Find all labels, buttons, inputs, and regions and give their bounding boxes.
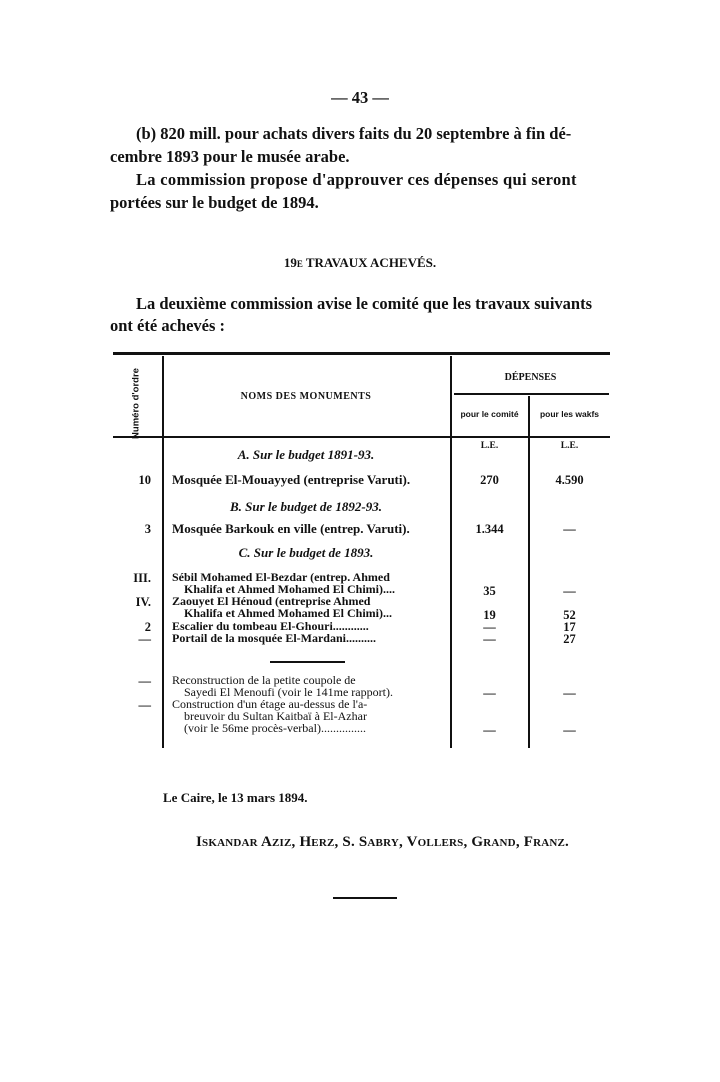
paragraph-line: ont été achevés : [110,316,226,335]
expense-wakfs: — [563,584,576,598]
signatures: Iskandar Aziz, Herz, S. Sabry, Vollers, Grand, Franz. [196,834,570,850]
expense-wakfs: — [563,723,576,737]
row-number: — [138,674,151,688]
expense-wakfs: — [563,522,576,536]
monument-name: Portail de la mosquée El-Mardani.......... [172,631,376,645]
expense-comite: — [483,632,496,646]
section-b-heading: B. Sur le budget de 1892-93. [229,499,383,514]
row-number: 3 [144,522,151,536]
row-number: 10 [138,473,151,487]
monument-name: (voir le 56me procès-verbal)............... [184,721,366,735]
expense-wakfs: — [563,686,576,700]
monument-name: Khalifa et Ahmed Mohamed El Chimi).... [184,582,396,596]
monument-name: Zaouyet El Hénoud (entreprise Ahmed [172,594,371,608]
expense-comite: — [483,686,496,700]
column-header-expenses: DÉPENSES [504,372,557,383]
monument-name: breuvoir du Sultan Kaitbaï à El-Azhar [184,709,367,723]
row-number: — [138,698,151,712]
monument-name: Mosquée Barkouk en ville (entrep. Varuti). [172,521,410,536]
expenses-brace [454,393,609,395]
page-number: — 43 — [331,88,389,107]
expense-wakfs: 52 [563,608,576,622]
expense-wakfs: 17 [563,620,576,634]
row-number: IV. [135,595,151,609]
table-section-divider [270,661,345,663]
expense-wakfs: 4.590 [555,473,584,487]
monument-name: Escalier du tombeau El-Ghouri............ [172,619,369,633]
expense-wakfs: 27 [563,632,576,646]
closing-rule [333,897,397,899]
expense-comite: 270 [480,473,499,487]
table-top-rule [113,352,610,355]
monument-name: Sébil Mohamed El-Bezdar (entrep. Ahmed [172,570,390,584]
column-header-comite: pour le comité [460,409,519,419]
monument-name: Reconstruction de la petite coupole de [172,673,356,687]
expense-comite: — [483,723,496,737]
place-date: Le Caire, le 13 mars 1894. [163,790,308,805]
paragraph-line: cembre 1893 pour le musée arabe. [110,147,350,166]
monument-name: Khalifa et Ahmed Mohamed El Chimi)... [184,606,393,620]
unit-comite: L.E. [480,441,499,451]
section-c-heading: C. Sur le budget de 1893. [238,545,374,560]
row-number: 2 [144,620,151,634]
paragraph-line: La commission propose d'approuver ces dépenses qui seront [136,170,577,189]
expense-comite: 1.344 [475,522,504,536]
column-header-order: Numéro d'ordre [130,368,142,439]
row-number: — [138,632,151,646]
expense-comite: — [483,620,496,634]
section-heading: 19e TRAVAUX ACHEVÉS. [283,255,437,270]
expense-comite: 19 [483,608,496,622]
header-bottom-rule [113,436,610,438]
column-header-wakfs: pour les wakfs [539,409,600,419]
expense-comite: 35 [483,584,496,598]
monument-name: Sayedi El Menoufi (voir le 141me rapport). [184,685,393,699]
paragraph-line: portées sur le budget de 1894. [110,193,319,212]
row-number: III. [133,571,151,585]
unit-wakfs: L.E. [560,441,579,451]
section-a-heading: A. Sur le budget 1891-93. [237,447,375,462]
paragraph-line: (b) 820 mill. pour achats divers faits du 20 septembre à fin dé- [136,124,572,143]
column-header-names: NOMS DES MONUMENTS [240,391,372,402]
monument-name: Construction d'un étage au-dessus de l'a- [172,697,368,711]
monument-name: Mosquée El-Mouayyed (entreprise Varuti). [172,472,411,487]
paragraph-line: La deuxième commission avise le comité que les travaux suivants [136,294,593,313]
